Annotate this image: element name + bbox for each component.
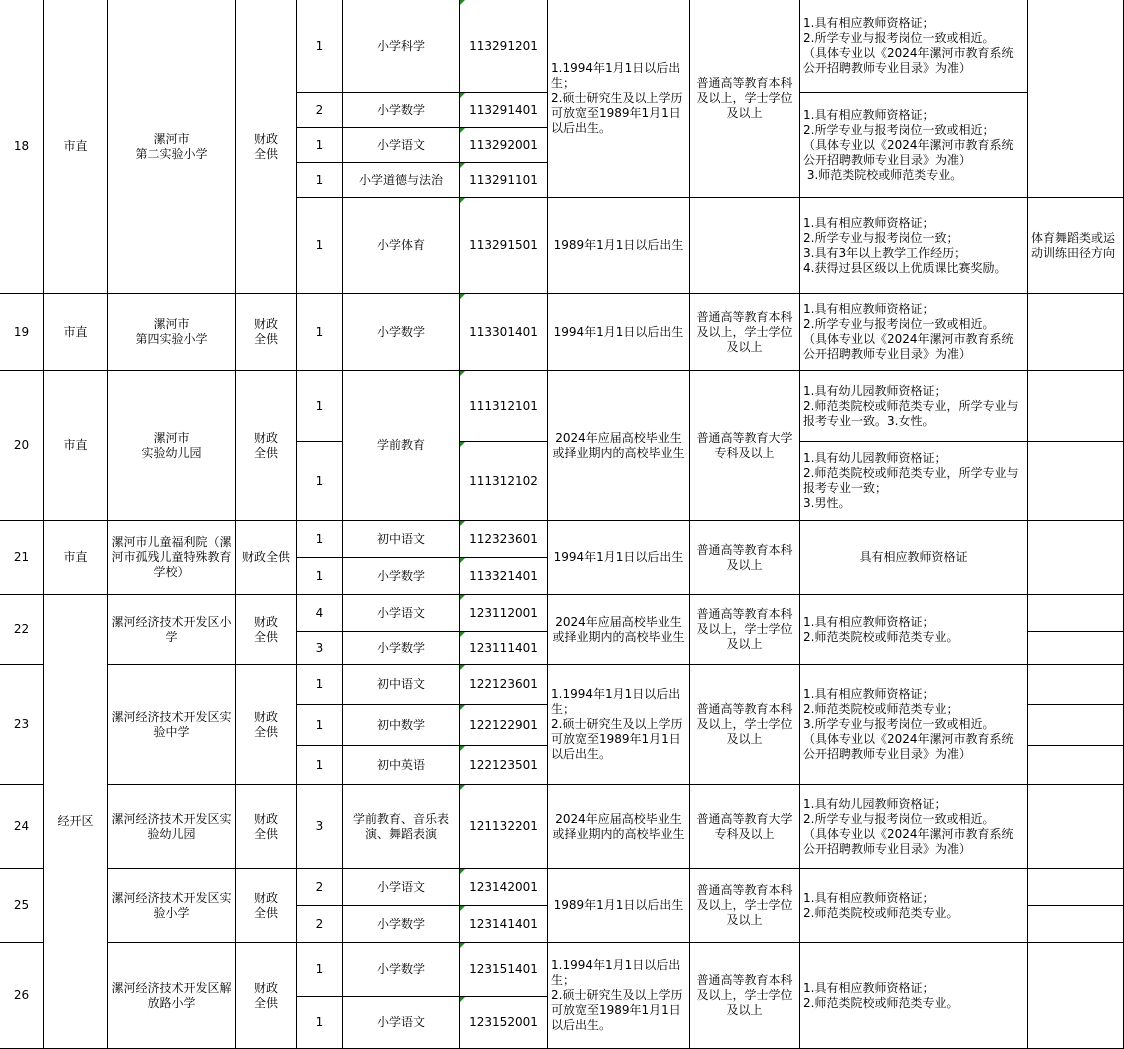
other-requirements: 1.具有相应教师资格证； 2.所学专业与报考岗位一致或相近。 （具体专业以《2024年漯河市教育系统公开招聘教师专业目录》为准） <box>799 0 1028 93</box>
education-requirement: 普通高等教育大学专科及以上 <box>689 784 800 869</box>
note-cell <box>1027 664 1124 705</box>
position-count: 2 <box>296 868 343 906</box>
subject-cell: 小学语文 <box>342 868 460 906</box>
subject-cell: 学前教育、音乐表演、舞蹈表演 <box>342 784 460 869</box>
school-name: 漯河市儿童福利院（漯河市孤残儿童特殊教育学校） <box>107 520 236 595</box>
position-count: 1 <box>296 0 343 93</box>
note-cell <box>1027 441 1124 521</box>
position-code: 122123501 <box>459 745 548 785</box>
other-requirements: 1.具有幼儿园教师资格证； 2.所学专业与报考岗位一致或相近。 （具体专业以《2024年漯河市教育系统公开招聘教师专业目录》为准） <box>799 784 1028 869</box>
other-requirements: 1.具有相应教师资格证； 2.所学专业与报考岗位一致或相近。 （具体专业以《2024年漯河市教育系统公开招聘教师专业目录》为准） <box>799 293 1028 371</box>
subject-cell: 小学语文 <box>342 127 460 163</box>
subject-cell: 初中语文 <box>342 520 460 558</box>
education-requirement: 普通高等教育本科及以上，学士学位及以上 <box>689 664 800 785</box>
position-code: 113291201 <box>459 0 548 93</box>
position-code: 123111401 <box>459 631 548 665</box>
position-code: 123141401 <box>459 905 548 943</box>
position-count: 1 <box>296 127 343 163</box>
area-cell: 经开区 <box>43 594 108 1049</box>
age-requirement: 1994年1月1日以后出生 <box>547 520 690 595</box>
school-name: 漯河经济技术开发区实验小学 <box>107 868 236 943</box>
age-requirement: 1.1994年1月1日以后出生； 2.硕士研究生及以上学历可放宽至1989年1月1日以后出生。 <box>547 0 690 198</box>
funding-type: 财政 全供 <box>235 942 297 1049</box>
position-count: 3 <box>296 784 343 869</box>
education-requirement <box>689 197 800 294</box>
position-count: 2 <box>296 905 343 943</box>
age-requirement: 1989年1月1日以后出生 <box>547 868 690 943</box>
subject-cell: 小学数学 <box>342 631 460 665</box>
area-cell: 市直 <box>43 0 108 294</box>
position-count: 1 <box>296 197 343 294</box>
row-number: 26 <box>0 942 44 1049</box>
subject-cell: 小学科学 <box>342 0 460 93</box>
subject-cell: 初中英语 <box>342 745 460 785</box>
position-code: 113291501 <box>459 197 548 294</box>
subject-cell: 小学数学 <box>342 942 460 997</box>
school-name: 漯河市 第二实验小学 <box>107 0 236 294</box>
age-requirement: 2024年应届高校毕业生或择业期内的高校毕业生 <box>547 784 690 869</box>
school-name: 漯河经济技术开发区实验中学 <box>107 664 236 785</box>
position-code: 123112001 <box>459 594 548 632</box>
position-count: 1 <box>296 520 343 558</box>
note-cell <box>1027 520 1124 595</box>
position-count: 1 <box>296 441 343 521</box>
education-requirement: 普通高等教育本科及以上，学士学位及以上 <box>689 0 800 198</box>
position-code: 123142001 <box>459 868 548 906</box>
age-requirement: 1.1994年1月1日以后出生； 2.硕士研究生及以上学历可放宽至1989年1月1日以后出生。 <box>547 664 690 785</box>
position-code: 111312101 <box>459 370 548 442</box>
position-code: 112323601 <box>459 520 548 558</box>
age-requirement: 2024年应届高校毕业生或择业期内的高校毕业生 <box>547 370 690 521</box>
subject-cell: 初中数学 <box>342 704 460 746</box>
position-code: 113291401 <box>459 92 548 128</box>
position-code: 113301401 <box>459 293 548 371</box>
row-number: 20 <box>0 370 44 521</box>
subject-cell: 小学数学 <box>342 293 460 371</box>
funding-type: 财政 全供 <box>235 293 297 371</box>
education-requirement: 普通高等教育本科及以上 <box>689 520 800 595</box>
other-requirements: 1.具有相应教师资格证； 2.师范类院校或师范类专业； 3.所学专业与报考岗位一致或相近。 （具体专业以《2024年漯河市教育系统公开招聘教师专业目录》为准） <box>799 664 1028 785</box>
note-cell <box>1027 594 1124 632</box>
position-count: 4 <box>296 594 343 632</box>
funding-type: 财政 全供 <box>235 370 297 521</box>
other-requirements: 1.具有相应教师资格证； 2.所学专业与报考岗位一致； 3.具有3年以上教学工作经历； 4.获得过县区级以上优质课比赛奖励。 <box>799 197 1028 294</box>
subject-cell: 小学语文 <box>342 996 460 1049</box>
position-code: 113291101 <box>459 162 548 198</box>
school-name: 漯河经济技术开发区解放路小学 <box>107 942 236 1049</box>
subject-cell: 小学道德与法治 <box>342 162 460 198</box>
position-code: 123151401 <box>459 942 548 997</box>
other-requirements: 1.具有相应教师资格证； 2.师范类院校或师范类专业。 <box>799 942 1028 1049</box>
other-requirements: 1.具有相应教师资格证； 2.所学专业与报考岗位一致或相近； （具体专业以《2024年漯河市教育系统公开招聘教师专业目录》为准） 3.师范类院校或师范类专业。 <box>799 92 1028 198</box>
row-number: 25 <box>0 868 44 943</box>
position-count: 1 <box>296 293 343 371</box>
note-cell <box>1027 868 1124 906</box>
position-count: 1 <box>296 704 343 746</box>
education-requirement: 普通高等教育本科及以上，学士学位及以上 <box>689 942 800 1049</box>
row-number: 21 <box>0 520 44 595</box>
note-cell <box>1027 704 1124 746</box>
subject-cell: 小学语文 <box>342 594 460 632</box>
note-cell: 体育舞蹈类或运动训练田径方向 <box>1027 197 1124 294</box>
note-cell <box>1027 784 1124 869</box>
school-name: 漯河经济技术开发区实验幼儿园 <box>107 784 236 869</box>
education-requirement: 普通高等教育大学专科及以上 <box>689 370 800 521</box>
row-number: 24 <box>0 784 44 869</box>
age-requirement: 2024年应届高校毕业生或择业期内的高校毕业生 <box>547 594 690 665</box>
position-code: 122123601 <box>459 664 548 705</box>
funding-type: 财政 全供 <box>235 0 297 294</box>
position-count: 3 <box>296 631 343 665</box>
row-number: 19 <box>0 293 44 371</box>
area-cell: 市直 <box>43 370 108 521</box>
school-name: 漯河经济技术开发区小学 <box>107 594 236 665</box>
subject-cell: 学前教育 <box>342 370 460 521</box>
education-requirement: 普通高等教育本科及以上，学士学位及以上 <box>689 293 800 371</box>
school-name: 漯河市 第四实验小学 <box>107 293 236 371</box>
position-count: 1 <box>296 942 343 997</box>
other-requirements: 1.具有幼儿园教师资格证； 2.师范类院校或师范类专业，所学专业与报考专业一致。3.女性。 <box>799 370 1028 442</box>
age-requirement: 1994年1月1日以后出生 <box>547 293 690 371</box>
age-requirement: 1989年1月1日以后出生 <box>547 197 690 294</box>
area-cell: 市直 <box>43 520 108 595</box>
position-count: 1 <box>296 996 343 1049</box>
education-requirement: 普通高等教育本科及以上，学士学位及以上 <box>689 868 800 943</box>
other-requirements: 具有相应教师资格证 <box>799 520 1028 595</box>
position-code: 111312102 <box>459 441 548 521</box>
note-cell <box>1027 905 1124 943</box>
position-count: 2 <box>296 92 343 128</box>
other-requirements: 1.具有相应教师资格证； 2.师范类院校或师范类专业。 <box>799 868 1028 943</box>
note-cell <box>1027 0 1124 198</box>
note-cell <box>1027 631 1124 665</box>
position-count: 1 <box>296 745 343 785</box>
area-cell: 市直 <box>43 293 108 371</box>
position-count: 1 <box>296 162 343 198</box>
row-number: 18 <box>0 0 44 294</box>
subject-cell: 小学数学 <box>342 92 460 128</box>
note-cell <box>1027 293 1124 371</box>
subject-cell: 小学体育 <box>342 197 460 294</box>
other-requirements: 1.具有幼儿园教师资格证； 2.师范类院校或师范类专业，所学专业与报考专业一致； 3.男性。 <box>799 441 1028 521</box>
position-code: 121132201 <box>459 784 548 869</box>
position-count: 1 <box>296 664 343 705</box>
position-code: 122122901 <box>459 704 548 746</box>
subject-cell: 初中语文 <box>342 664 460 705</box>
position-count: 1 <box>296 370 343 442</box>
funding-type: 财政 全供 <box>235 784 297 869</box>
row-number: 22 <box>0 594 44 665</box>
position-count: 1 <box>296 557 343 595</box>
education-requirement: 普通高等教育本科及以上，学士学位及以上 <box>689 594 800 665</box>
other-requirements: 1.具有相应教师资格证； 2.师范类院校或师范类专业。 <box>799 594 1028 665</box>
funding-type: 财政 全供 <box>235 594 297 665</box>
note-cell <box>1027 942 1124 1049</box>
note-cell <box>1027 370 1124 442</box>
subject-cell: 小学数学 <box>342 905 460 943</box>
subject-cell: 小学数学 <box>342 557 460 595</box>
funding-type: 财政 全供 <box>235 664 297 785</box>
school-name: 漯河市 实验幼儿园 <box>107 370 236 521</box>
position-code: 113292001 <box>459 127 548 163</box>
row-number: 23 <box>0 664 44 785</box>
age-requirement: 1.1994年1月1日以后出生； 2.硕士研究生及以上学历可放宽至1989年1月1日以后出生。 <box>547 942 690 1049</box>
position-code: 123152001 <box>459 996 548 1049</box>
note-cell <box>1027 745 1124 785</box>
position-code: 113321401 <box>459 557 548 595</box>
funding-type: 财政全供 <box>235 520 297 595</box>
funding-type: 财政 全供 <box>235 868 297 943</box>
